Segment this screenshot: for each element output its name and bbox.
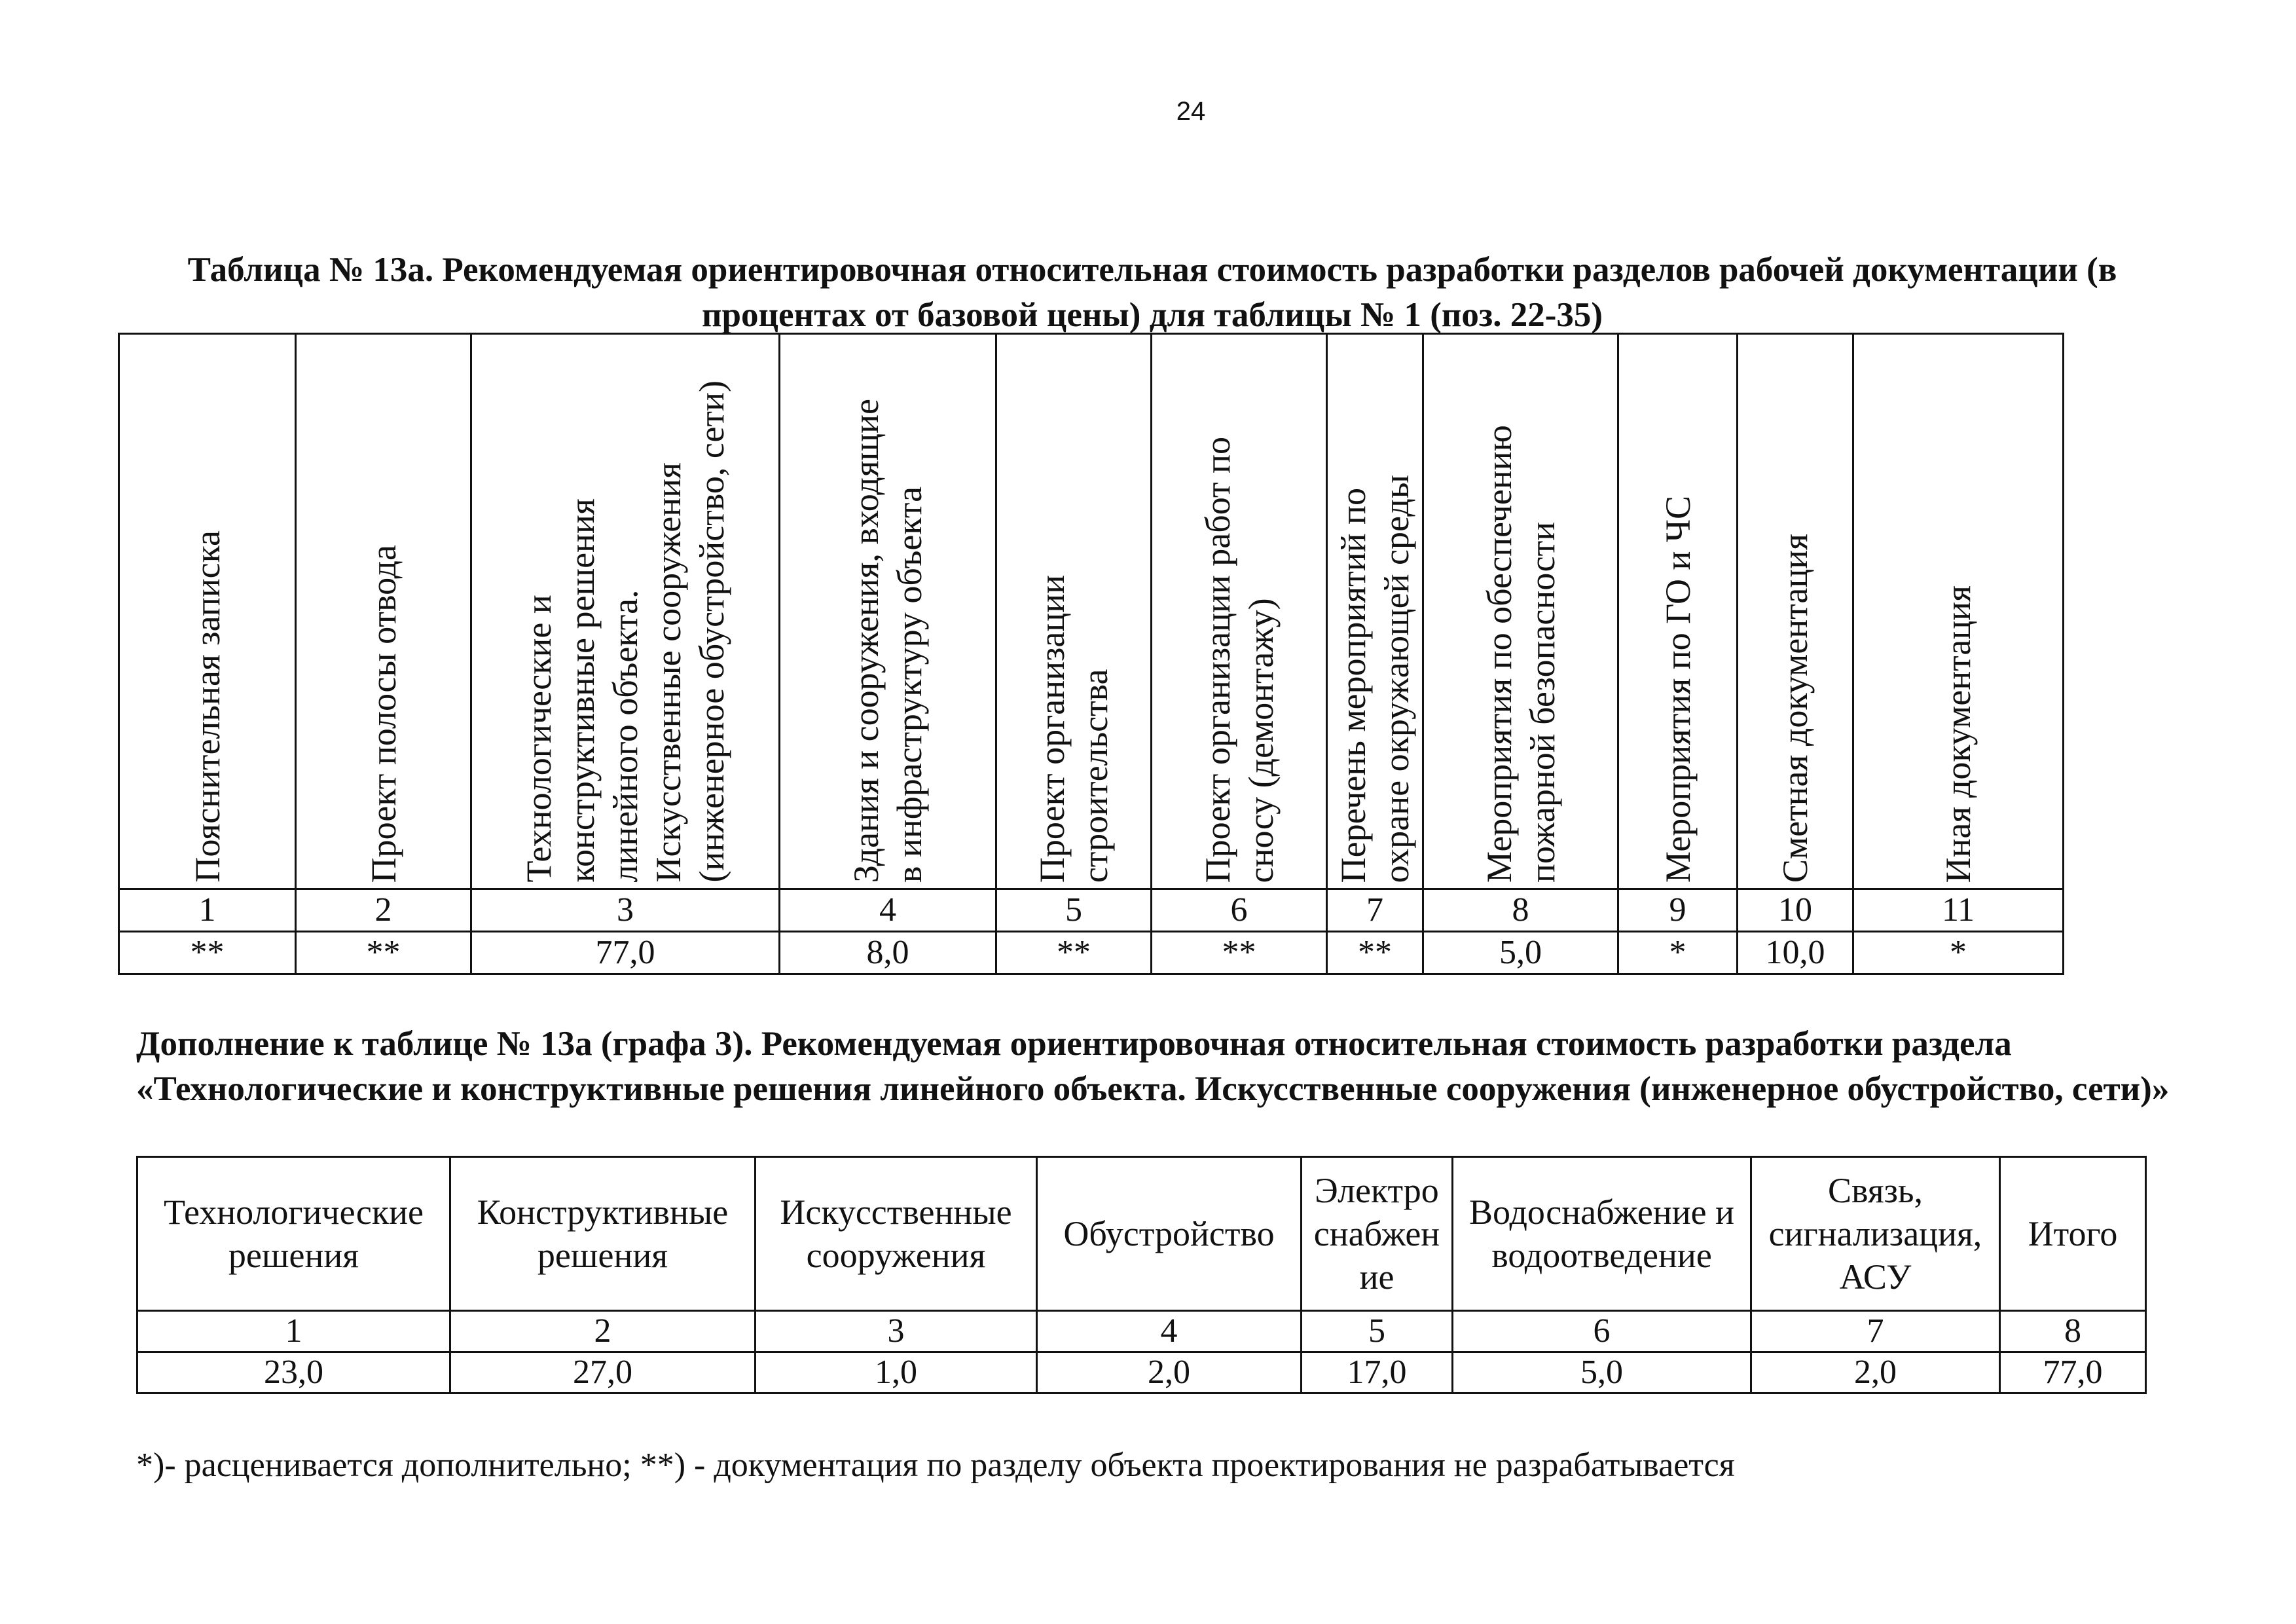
- table2-value-cell: 17,0: [1302, 1352, 1453, 1393]
- table1-header-text: Проект организации строительства: [1032, 574, 1115, 883]
- table1-value-cell: 77,0: [471, 932, 780, 974]
- table2-number-cell: 3: [756, 1311, 1037, 1352]
- table2-value-cell: 23,0: [137, 1352, 450, 1393]
- table2-header-cell: Итого: [2000, 1157, 2146, 1311]
- table1-number-cell: 8: [1423, 889, 1618, 932]
- table1-header-text: Пояснительная записка: [187, 530, 227, 883]
- table2-number-cell: 7: [1751, 1311, 2000, 1352]
- table1-number-cell: 7: [1327, 889, 1423, 932]
- table1-header-cell: [1327, 334, 1423, 889]
- table1-header-text: Проект организации работ по сносу (демонтажу): [1197, 436, 1281, 883]
- table1-header-text: Сметная документация: [1776, 533, 1815, 883]
- table1-header-text: Проект полосы отвода: [363, 544, 403, 883]
- table2-header-cell: Электро снабжен ие: [1302, 1157, 1453, 1311]
- table2-header-row: [137, 1157, 2146, 1311]
- table1-header-text: Перечень мероприятий по охране окружающей среды: [1334, 474, 1416, 883]
- table2-header-cell: Водоснабжение и водоотведение: [1453, 1157, 1751, 1311]
- table1-value-cell: 5,0: [1423, 932, 1618, 974]
- table2-header-cell: Обустройство: [1037, 1157, 1302, 1311]
- table1-number-cell: 10: [1738, 889, 1853, 932]
- table1-number-cell: 5: [996, 889, 1152, 932]
- table1-header-cell: [1152, 334, 1327, 889]
- table2-value-cell: 77,0: [2000, 1352, 2146, 1393]
- table1-header-cell: [1618, 334, 1738, 889]
- table2-value-cell: 5,0: [1453, 1352, 1751, 1393]
- table2-number-cell: 1: [137, 1311, 450, 1352]
- table1-value-cell: **: [296, 932, 471, 974]
- table2-number-cell: 4: [1037, 1311, 1302, 1352]
- table1-value-cell: **: [119, 932, 296, 974]
- table1-value-cell: 10,0: [1738, 932, 1853, 974]
- table2-value-cell: 27,0: [450, 1352, 756, 1393]
- table1-value-cell: *: [1853, 932, 2064, 974]
- table2-number-cell: 8: [2000, 1311, 2146, 1352]
- table2-value-cell: 1,0: [756, 1352, 1037, 1393]
- table1-header-cell: [780, 334, 996, 889]
- table2-title: Дополнение к таблице № 13а (графа 3). Рекомендуемая ориентировочная относительная стоимость разработки раздела «Технологические и конструктивные решения линейного объекта. Искусственные сооружения (инженерное обустройство, сети)»: [136, 1025, 2170, 1108]
- table1-header-text: Мероприятия по обеспечению пожарной безопасности: [1479, 425, 1562, 883]
- table1-value-row: [119, 932, 2064, 974]
- table2-value-cell: 2,0: [1751, 1352, 2000, 1393]
- table1-value-cell: 8,0: [780, 932, 996, 974]
- table1-number-cell: 9: [1618, 889, 1738, 932]
- table2-value-row: [137, 1352, 2146, 1393]
- table1-header-text: Иная документация: [1939, 585, 1978, 883]
- table1-title: Таблица № 13а. Рекомендуемая ориентировочная относительная стоимость разработки разделов рабочей документации (в процентах от базовой цены) для таблицы № 1 (поз. 22-35): [187, 251, 2117, 334]
- table2-header-cell: Связь, сигнализация, АСУ: [1751, 1157, 2000, 1311]
- table1-value-cell: **: [1152, 932, 1327, 974]
- table1-header-cell: [1738, 334, 1853, 889]
- table2-number-cell: 6: [1453, 1311, 1751, 1352]
- table1-header-text: Технологические и конструктивные решения линейного объекта. Искусственные сооружения (инженерное обустройство, сети): [519, 380, 731, 883]
- table2-number-cell: 5: [1302, 1311, 1453, 1352]
- table2-header-cell: Технологические решения: [137, 1157, 450, 1311]
- table1-header-cell: [1423, 334, 1618, 889]
- table1-number-row: [119, 889, 2064, 932]
- table1-header-row: [119, 334, 2064, 889]
- footnote: *)- расценивается дополнительно; **) - документация по разделу объекта проектирования не разрабатывается: [136, 1447, 1735, 1484]
- table2-number-cell: 2: [450, 1311, 756, 1352]
- table1-header-text: Мероприятия по ГО и ЧС: [1658, 495, 1698, 883]
- table1-header-cell: [1853, 334, 2064, 889]
- table1-value-cell: **: [1327, 932, 1423, 974]
- table1-header-cell: [996, 334, 1152, 889]
- table1-header-cell: [119, 334, 296, 889]
- table2-number-row: [137, 1311, 2146, 1352]
- table1-header-cell: [296, 334, 471, 889]
- table1-value-cell: *: [1618, 932, 1738, 974]
- table1-number-cell: 3: [471, 889, 780, 932]
- table1-number-cell: 1: [119, 889, 296, 932]
- table2-header-cell: Искусственные сооружения: [756, 1157, 1037, 1311]
- table1-number-cell: 6: [1152, 889, 1327, 932]
- table1-header-cell: [471, 334, 780, 889]
- table1-number-cell: 4: [780, 889, 996, 932]
- table2-header-cell: Конструктивные решения: [450, 1157, 756, 1311]
- table2: [136, 1156, 2147, 1394]
- table1: [118, 333, 2064, 975]
- table1-header-text: Здания и сооружения, входящие в инфраструктуру объекта: [847, 398, 929, 883]
- table2-value-cell: 2,0: [1037, 1352, 1302, 1393]
- table1-number-cell: 2: [296, 889, 471, 932]
- page-number: 24: [1176, 97, 1206, 126]
- table1-number-cell: 11: [1853, 889, 2064, 932]
- table1-value-cell: **: [996, 932, 1152, 974]
